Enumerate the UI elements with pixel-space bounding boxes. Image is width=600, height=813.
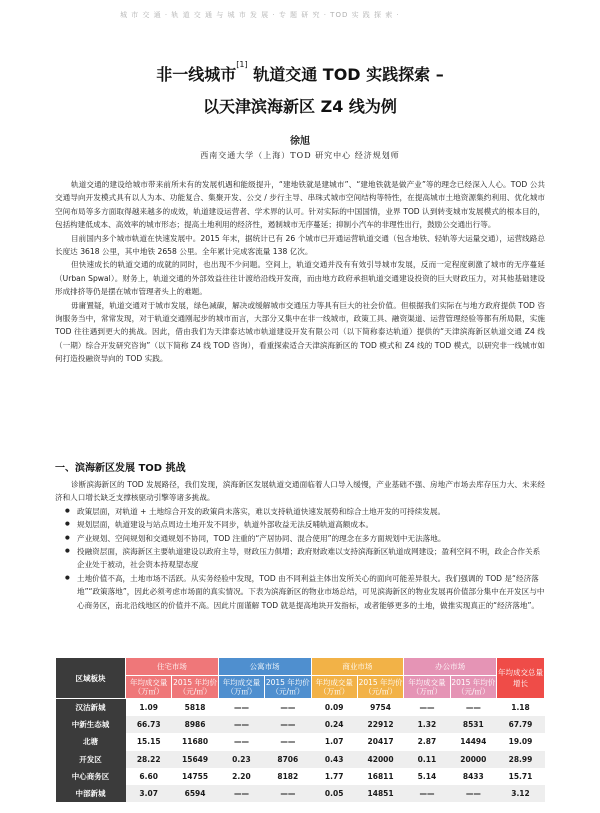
table-cell: ——	[465, 703, 481, 713]
table-cell-growth: 67.79	[497, 716, 545, 733]
table-cell: 14851	[357, 785, 403, 802]
table-cell: 0.23	[218, 751, 264, 768]
table-cell: 11680	[182, 737, 209, 747]
table-cell: 2.20	[232, 771, 251, 781]
author-name: 徐旭	[290, 136, 310, 147]
row-label: 开发区	[56, 751, 126, 768]
table-cell: 5.14	[417, 771, 437, 781]
table-header-group: 住宅市场	[126, 658, 219, 676]
table-row	[56, 716, 545, 733]
table-cell: 2.87	[417, 737, 437, 747]
table-subheader: 年均成交量（万㎡）	[311, 676, 357, 699]
table-cell: 8986	[172, 716, 218, 733]
table-cell: 20417	[367, 737, 394, 747]
section-text	[55, 478, 545, 612]
table-row	[56, 768, 545, 785]
table-header-growth: 年均成交总量增长	[497, 658, 545, 699]
paragraph: 但快速成长的轨道交通的成就的同时，也出现不少问题。空间上，轨道交通并没有有效引导城市发展，反而一定程度刺激了城市的无序蔓延（Urban Spwal）。财务上，轨道交通的外部效益往往计渡给沿线开发商，而由地方政府承担轨道交通建设投资的巨大财政压力，对其他基础建设形成排挤等仍是摆在城市管理者头上的难题。	[55, 260, 545, 297]
table-cell: ——	[218, 785, 264, 802]
table-cell: 1.32	[404, 716, 450, 733]
table-cell: ——	[265, 716, 311, 733]
table-cell: 8706	[265, 751, 311, 768]
table-cell: 8433	[462, 771, 484, 781]
table-cell: 8182	[277, 771, 299, 781]
table-cell: 20000	[450, 751, 496, 768]
table-cell: ——	[404, 785, 450, 802]
table-subheader: 年均成交量（万㎡）	[126, 676, 172, 699]
table-cell: 15649	[172, 751, 218, 768]
table-cell: 0.05	[311, 785, 357, 802]
row-label: 中部新城	[56, 785, 126, 802]
running-header: 城 市 交 通 · 轨 道 交 通 与 城 市 发 展 · 专 题 研 究 · TOD 实 践 探 索 ·	[120, 11, 400, 19]
table-cell: 42000	[357, 751, 403, 768]
property-market-table	[55, 657, 545, 802]
table-cell: 16811	[367, 771, 394, 781]
bullet-item: ● 政策层面，对轨道 + 土地综合开发的政策尚未落实，难以支持轨道快速发展势和综合土地开发的可持续发展。	[55, 505, 545, 518]
row-label: 中心商务区	[56, 768, 126, 785]
table-cell: ——	[280, 703, 296, 713]
table-cell: 1.77	[324, 771, 344, 781]
table-subheader: 2015 年均价（元/㎡）	[450, 676, 496, 699]
table-cell: 14755	[182, 771, 209, 781]
bullet-item: ● 土地价值不高，土地市场不活跃。从实务经验中发现，TOD 由不同利益主体出发所关心的面向可能差异很大。我们强调的 TOD 是“经济落地”“政策落地”，因此必须考虑市场面的真实情况。下表为滨海新区的物业市场总结，可见滨海新区的物业发展再价值部分集中在开发区与中心商务区，南北沿线地区的价值并不高。因此片面谨解 TOD 就是提高地块开发指标，或者能够更多的土地，做推实现真正的“经济落地”。	[55, 572, 545, 612]
row-label: 北塘	[56, 733, 126, 750]
table-cell: ——	[233, 703, 249, 713]
table-subheader: 2015 年均价（元/㎡）	[172, 676, 218, 699]
table-header-row	[56, 658, 545, 676]
table-subheader: 2015 年均价（元/㎡）	[265, 676, 311, 699]
paragraph: 诊断滨海新区的 TOD 发展路径，我们发现，滨海新区发展轨道交通面临着人口导入缓慢，产业基础不强、房地产市场去库存压力大、未来经济和人口增长缺乏支撑核驱动引擎等诸多挑战。	[55, 480, 545, 503]
table-row	[56, 733, 545, 750]
table-header-group: 商业市场	[311, 658, 404, 676]
table-row	[56, 785, 545, 802]
table-subheader: 2015 年均价（元/㎡）	[357, 676, 403, 699]
table-cell: 14494	[460, 737, 487, 747]
table-cell: 0.09	[324, 703, 344, 713]
row-label: 中新生态城	[56, 716, 126, 733]
title-part2: 轨道交通 TOD 实践探索 –	[253, 65, 444, 84]
table-cell: 0.24	[311, 716, 357, 733]
table-subheader: 年均成交量（万㎡）	[404, 676, 450, 699]
paragraph: 目前国内多个城市轨道在快速发展中。2015 年末，据统计已有 26 个城市已开通运营轨道交通（包含地铁、轻轨等大运量交通），运营线路总长度达 3618 公里，其中地铁 2658 公里。全年累计完成客流量 138 亿次。	[55, 233, 545, 257]
table-header-group: 公寓市场	[218, 658, 311, 676]
bullet-item: ● 规划层面，轨道建设与站点周边土地开发不同步，轨道外部收益无法反哺轨道高额成本。	[55, 518, 545, 531]
table-subheader: 年均成交量（万㎡）	[218, 676, 264, 699]
table-cell: 5818	[184, 703, 206, 713]
table-row	[56, 751, 545, 768]
bullet-item: ● 产业规划、空间规划和交通规划不协同，TOD 注重的“产居协同、混合使用”的理念在多方面规划中无法落地。	[55, 532, 545, 545]
table-cell: 0.43	[311, 751, 357, 768]
table-cell-growth: 19.09	[508, 737, 533, 747]
table-cell: 22912	[357, 716, 403, 733]
table-cell: 1.07	[324, 737, 344, 747]
table-cell: ——	[280, 737, 296, 747]
table-cell: 15.15	[136, 737, 161, 747]
row-label: 汉沽新城	[56, 699, 126, 717]
paragraph: 毋庸置疑，轨道交通对于城市发展，绿色减碳，解决或缓解城市交通压力等具有巨大的社会价值。但根据我们实际在与地方政府提供 TOD 咨询服务当中，常常发现，对于轨道交通刚起步的城市而言，大部分又集中在非一线城市，政策工具、融资渠道、运营管理经验等都有所局限，实施 TOD 往往遇到更大的挑战。因此，借由我们为天津泰达城市轨道建设开发有限公司（以下简称泰达轨道）提供的“天津滨海新区轨道交通 Z4 线（一期）综合开发研究咨询”（以下简称 Z4 线 TOD 咨询），看重探索适合天津滨海新区的 TOD 模式和 Z4 线的 TOD 模式，以研究非一线城市如何打造投融资导向的 TOD 实践。	[55, 300, 545, 364]
table-cell: ——	[265, 785, 311, 802]
table-header-group: 办公市场	[404, 658, 497, 676]
table-subheader-row	[56, 676, 545, 699]
table-cell: 28.22	[126, 751, 172, 768]
table-cell: ——	[419, 703, 435, 713]
table-cell: ——	[450, 785, 496, 802]
table-cell: 0.11	[404, 751, 450, 768]
bullet-item: ● 投融资层面，滨海新区主要轨道建设以政府主导，财政压力俱增；政府财政难以支持滨海新区轨道成网建设；盈利空间不明，政企合作关系企业处于被动，社会资本持观望态度	[55, 545, 545, 572]
title-part1: 非一线城市	[156, 65, 237, 84]
table-cell-growth: 1.18	[511, 703, 530, 713]
table-cell-growth: 28.99	[497, 751, 545, 768]
table-cell: 6.60	[139, 771, 158, 781]
page-title-line1	[0, 62, 600, 85]
table-cell: 9754	[370, 703, 391, 713]
table-cell: 3.07	[126, 785, 172, 802]
table-header-region: 区域板块	[56, 658, 126, 699]
bullet-list	[55, 505, 545, 612]
table-cell: 66.73	[126, 716, 172, 733]
table-cell: 6594	[172, 785, 218, 802]
intro-text	[55, 178, 545, 366]
section-heading: 一、滨海新区发展 TOD 挑战	[55, 463, 186, 474]
author-affiliation: 西南交通大学（上海）TOD 研究中心 经济规划师	[200, 151, 400, 160]
table-cell: 8531	[450, 716, 496, 733]
table-cell: 1.09	[139, 703, 158, 713]
table-cell-growth: 15.71	[508, 771, 533, 781]
table-row	[56, 699, 545, 717]
page-title-line2: 以天津滨海新区 Z4 线为例	[203, 97, 397, 116]
table-cell: ——	[233, 737, 249, 747]
title-footnote-ref: [1]	[236, 60, 248, 69]
table-cell-growth: 3.12	[497, 785, 545, 802]
paragraph: 轨道交通的建设给城市带来前所未有的发展机遇和能级提升，“建地铁就是建城市”、“建地铁就是做产业”等的理念已经深入人心。TOD 公共交通导向开发模式具有以人为本、功能复合、集聚开发、公交 / 步行主导、串珠式城市空间结构等特性，在提高城市土地资源集约利用、优化城市空间布局等多方面取得越来越多的成效，轨道建设运营者、学术界的认可。针对实际的中国国情，业界 TOD 认到转变城市发展模式的根本目的，包括构建低成本、高效率的城市形态；提高土地利用的经济性，遏制城市无序蔓延；抑制小汽车的非理性出行，鼓励公交通出行等。	[55, 180, 545, 230]
table-cell: ——	[218, 716, 264, 733]
